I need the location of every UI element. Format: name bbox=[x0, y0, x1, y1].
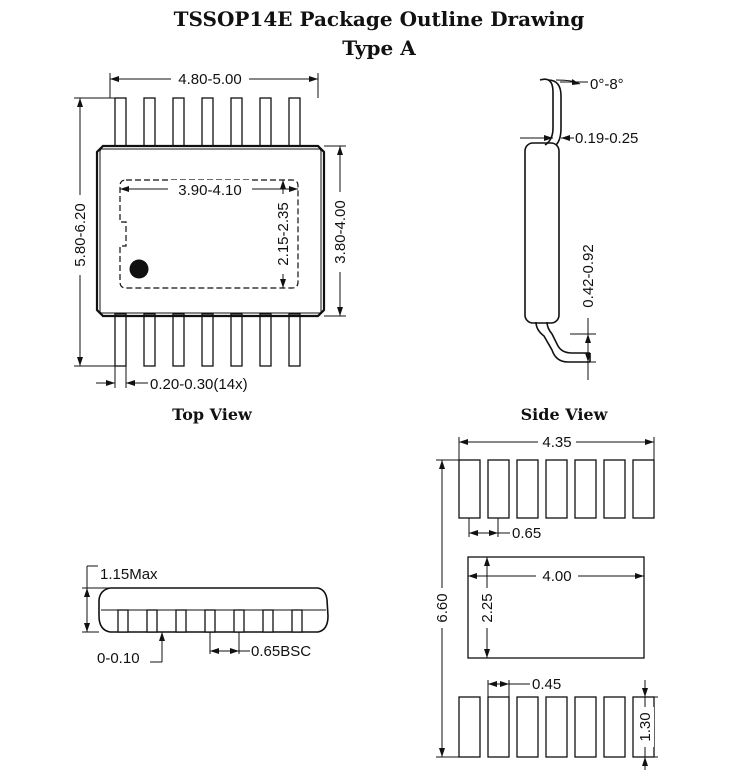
pin1-indicator bbox=[130, 260, 149, 279]
top-view-lower-pins bbox=[115, 314, 300, 366]
drawing-subtitle: Type A bbox=[342, 36, 416, 60]
top-view-upper-pins bbox=[115, 98, 300, 146]
overall-width-label: 5.80-6.20 bbox=[72, 203, 89, 267]
thermal-pad-width-label: 2.25 bbox=[479, 593, 496, 623]
row-span-label: 4.35 bbox=[542, 434, 572, 451]
side-view-lower-lead bbox=[536, 322, 590, 362]
land-pattern bbox=[433, 433, 658, 770]
body-length-label: 4.80-5.00 bbox=[178, 71, 242, 88]
side-view bbox=[520, 76, 638, 380]
pitch-bsc-label: 0.65BSC bbox=[251, 643, 312, 660]
side-view-caption: Side View bbox=[520, 405, 608, 424]
pad-width-label: 2.15-2.35 bbox=[275, 202, 292, 266]
side-view-body bbox=[525, 143, 559, 323]
body-width-label: 3.80-4.00 bbox=[332, 200, 349, 264]
land-pattern-bottom-pads bbox=[459, 697, 654, 757]
front-view bbox=[82, 566, 328, 667]
lead-pad-width-label: 0.45 bbox=[532, 676, 562, 693]
pad-length-label: 3.90-4.10 bbox=[178, 182, 242, 199]
land-pattern-top-pads bbox=[459, 460, 654, 518]
top-view-caption: Top View bbox=[172, 405, 252, 424]
lead-thickness-label: 0.19-0.25 bbox=[575, 130, 639, 147]
thermal-pad-length-label: 4.00 bbox=[542, 568, 572, 585]
total-height-label: 6.60 bbox=[434, 593, 451, 623]
drawing-title: TSSOP14E Package Outline Drawing bbox=[173, 7, 585, 31]
front-view-leads bbox=[118, 610, 302, 632]
land-pitch-label: 0.65 bbox=[512, 525, 542, 542]
lead-pad-length-label: 1.30 bbox=[637, 712, 654, 742]
foot-length-label: 0.42-0.92 bbox=[580, 244, 597, 308]
max-height-label: 1.15Max bbox=[100, 566, 158, 583]
standoff-label: 0-0.10 bbox=[97, 650, 140, 667]
side-view-upper-lead bbox=[540, 79, 553, 145]
top-view bbox=[71, 68, 349, 393]
lead-width-label: 0.20-0.30(14x) bbox=[150, 376, 248, 393]
lead-angle-label: 0°-8° bbox=[590, 76, 624, 93]
